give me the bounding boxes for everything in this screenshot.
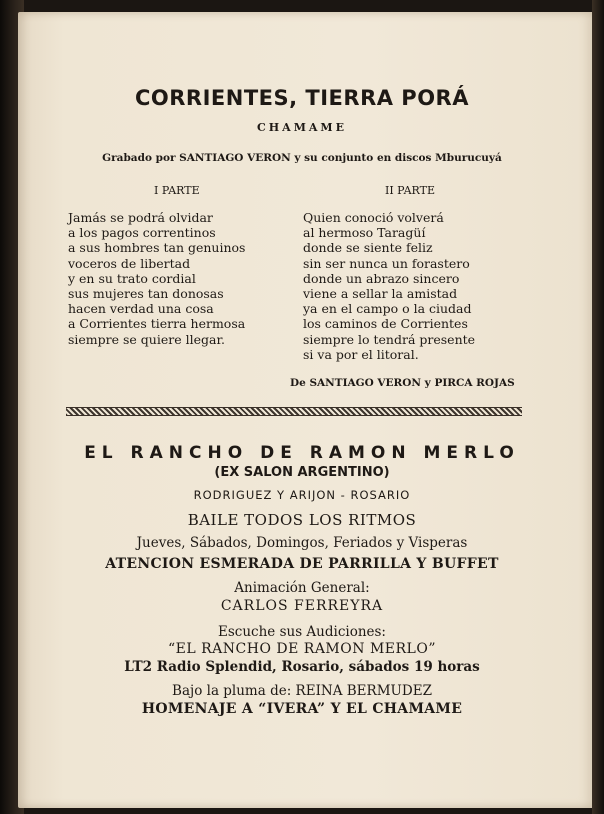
part1-verse bbox=[68, 210, 245, 347]
ad-line-homenaje: HOMENAJE A “IVERA” Y EL CHAMAME bbox=[141, 701, 463, 717]
venue-former-name: (EX SALON ARGENTINO) bbox=[214, 465, 390, 480]
verse-line: a los pagos correntinos bbox=[68, 225, 216, 241]
part1-heading: I PARTE bbox=[154, 184, 200, 197]
ad-line-days: Jueves, Sábados, Domingos, Feriados y Visperas bbox=[136, 535, 468, 551]
song-authors: De SANTIAGO VERON y PIRCA ROJAS bbox=[290, 377, 515, 389]
ornamental-divider-border bbox=[66, 407, 522, 416]
verse-line: a sus hombres tan genuinos bbox=[68, 240, 246, 256]
ad-line-program: “EL RANCHO DE RAMON MERLO” bbox=[168, 641, 436, 657]
verse-line: y en su trato cordial bbox=[68, 270, 196, 286]
verse-line: a Corrientes tierra hermosa bbox=[68, 316, 246, 332]
verse-line: hacen verdad una cosa bbox=[68, 301, 214, 317]
song-genre: CHAMAME bbox=[257, 121, 347, 134]
ad-line-listen: Escuche sus Audiciones: bbox=[218, 624, 386, 640]
verse-line: si va por el litoral. bbox=[303, 346, 419, 362]
ad-line-radio: LT2 Radio Splendid, Rosario, sábados 19 horas bbox=[124, 659, 480, 675]
recording-credit: Grabado por SANTIAGO VERON y su conjunto en discos Mburucuyá bbox=[102, 152, 502, 164]
verse-line: viene a sellar la amistad bbox=[303, 286, 458, 302]
verse-line: siempre se quiere llegar. bbox=[68, 331, 226, 347]
ad-line-anim-label: Animación General: bbox=[234, 580, 370, 596]
ad-line-service: ATENCION ESMERADA DE PARRILLA Y BUFFET bbox=[105, 556, 499, 572]
ad-line-anim-name: CARLOS FERREYRA bbox=[220, 598, 384, 614]
verse-line: voceros de libertad bbox=[68, 255, 191, 271]
verse-line: al hermoso Taragüí bbox=[303, 225, 426, 241]
verse-line: sus mujeres tan donosas bbox=[68, 286, 224, 302]
verse-line: sin ser nunca un forastero bbox=[303, 255, 470, 271]
ad-line-baile: BAILE TODOS LOS RITMOS bbox=[187, 511, 417, 529]
verse-line: siempre lo tendrá presente bbox=[303, 331, 476, 347]
verse-line: Quien conoció volverá bbox=[303, 210, 444, 225]
song-title: CORRIENTES, TIERRA PORÁ bbox=[135, 86, 469, 110]
verse-line: donde se siente feliz bbox=[303, 240, 433, 256]
venue-name: EL RANCHO DE RAMON MERLO bbox=[84, 443, 520, 463]
verse-line: donde un abrazo sincero bbox=[303, 270, 460, 286]
verse-line: los caminos de Corrientes bbox=[303, 316, 468, 332]
part2-heading: II PARTE bbox=[385, 184, 435, 197]
verse-line: Jamás se podrá olvidar bbox=[68, 210, 213, 225]
verse-line: ya en el campo o la ciudad bbox=[303, 301, 472, 317]
venue-address: RODRIGUEZ Y ARIJON - ROSARIO bbox=[193, 488, 411, 502]
part2-verse bbox=[303, 210, 475, 362]
ad-line-pluma: Bajo la pluma de: REINA BERMUDEZ bbox=[172, 683, 432, 699]
